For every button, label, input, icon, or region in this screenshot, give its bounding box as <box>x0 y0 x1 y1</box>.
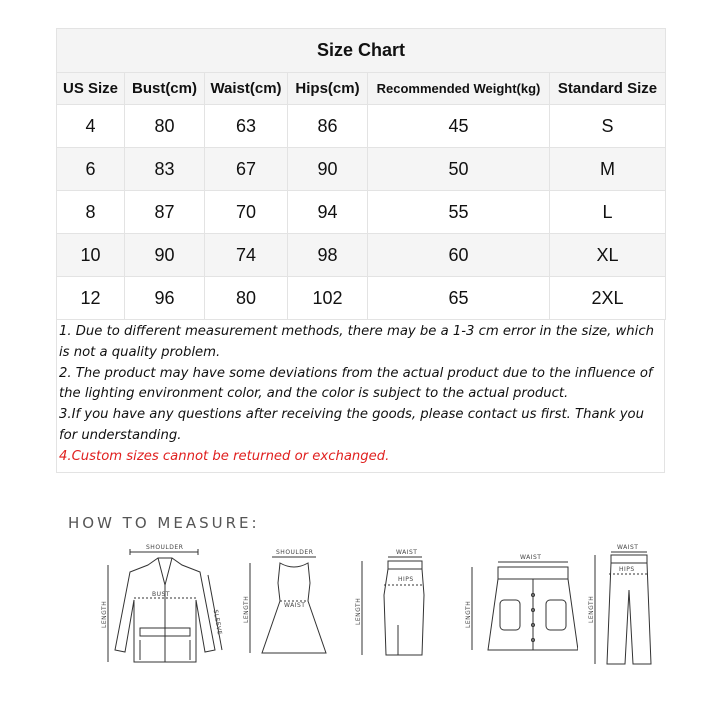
length-label: LENGTH <box>101 600 108 628</box>
how-to-measure-heading: HOW TO MEASURE: <box>68 514 260 532</box>
cell-us-size: 12 <box>57 277 125 320</box>
button-skirt-length-label: LENGTH <box>465 600 472 628</box>
header-standard-size: Standard Size <box>550 73 666 105</box>
header-hips: Hips(cm) <box>288 73 368 105</box>
chart-title: Size Chart <box>57 29 666 73</box>
size-chart <box>56 28 665 473</box>
table-row <box>57 105 666 148</box>
cell-us-size: 10 <box>57 234 125 277</box>
cell-bust: 90 <box>125 234 205 277</box>
cell-weight: 50 <box>368 148 550 191</box>
cell-hips: 98 <box>288 234 368 277</box>
cell-bust: 83 <box>125 148 205 191</box>
header-row <box>57 73 666 105</box>
pants-length-label: LENGTH <box>588 595 595 623</box>
cell-bust: 80 <box>125 105 205 148</box>
cell-bust: 96 <box>125 277 205 320</box>
cell-standard-size: XL <box>550 234 666 277</box>
cell-weight: 60 <box>368 234 550 277</box>
bust-label: BUST <box>152 591 170 598</box>
dress-shoulder-label: SHOULDER <box>276 549 314 556</box>
pants-waist-label: WAIST <box>617 544 639 551</box>
cell-standard-size: M <box>550 148 666 191</box>
size-table <box>56 28 666 320</box>
pants-hips-label: HIPS <box>619 566 635 573</box>
cell-waist: 70 <box>205 191 288 234</box>
cell-weight: 45 <box>368 105 550 148</box>
dress-waist-label: WAIST <box>284 602 306 609</box>
size-notes <box>56 320 665 473</box>
header-weight: Recommended Weight(kg) <box>368 73 550 105</box>
note-4: 4.Custom sizes cannot be returned or exchanged. <box>59 448 390 464</box>
cell-standard-size: S <box>550 105 666 148</box>
shoulder-label: SHOULDER <box>146 544 184 551</box>
note-3: 3.If you have any questions after receiving the goods, please contact us first. Thank you for understanding. <box>59 407 644 443</box>
table-row <box>57 234 666 277</box>
skirt-hips-label: HIPS <box>398 576 414 583</box>
table-row <box>57 277 666 320</box>
skirt-waist-label: WAIST <box>396 549 418 556</box>
jacket-measure-illustration <box>100 540 230 670</box>
skirt-length-label: LENGTH <box>355 597 362 625</box>
pencil-skirt-measure-illustration <box>350 545 430 665</box>
cell-us-size: 4 <box>57 105 125 148</box>
header-bust: Bust(cm) <box>125 73 205 105</box>
cell-us-size: 6 <box>57 148 125 191</box>
cell-waist: 80 <box>205 277 288 320</box>
cell-standard-size: L <box>550 191 666 234</box>
dress-measure-illustration <box>240 545 330 665</box>
cell-waist: 63 <box>205 105 288 148</box>
cell-hips: 102 <box>288 277 368 320</box>
pants-measure-illustration <box>585 540 665 670</box>
note-2: 2. The product may have some deviations from the actual product due to the influence of the lighting environment color, and the color is subject to the actual product. <box>59 365 653 402</box>
cell-hips: 90 <box>288 148 368 191</box>
cell-waist: 74 <box>205 234 288 277</box>
table-row <box>57 148 666 191</box>
header-us-size: US Size <box>57 73 125 105</box>
cell-us-size: 8 <box>57 191 125 234</box>
cell-hips: 94 <box>288 191 368 234</box>
cell-hips: 86 <box>288 105 368 148</box>
button-skirt-measure-illustration <box>458 550 578 665</box>
cell-waist: 67 <box>205 148 288 191</box>
dress-length-label: LENGTH <box>243 595 250 623</box>
cell-weight: 55 <box>368 191 550 234</box>
sleeve-label: SLEEVE <box>211 609 224 636</box>
button-skirt-waist-label: WAIST <box>520 554 542 561</box>
cell-weight: 65 <box>368 277 550 320</box>
header-waist: Waist(cm) <box>205 73 288 105</box>
cell-standard-size: 2XL <box>550 277 666 320</box>
note-1: 1. Due to different measurement methods, there may be a 1-3 cm error in the size, which is not a quality problem. <box>59 324 654 360</box>
table-row <box>57 191 666 234</box>
cell-bust: 87 <box>125 191 205 234</box>
